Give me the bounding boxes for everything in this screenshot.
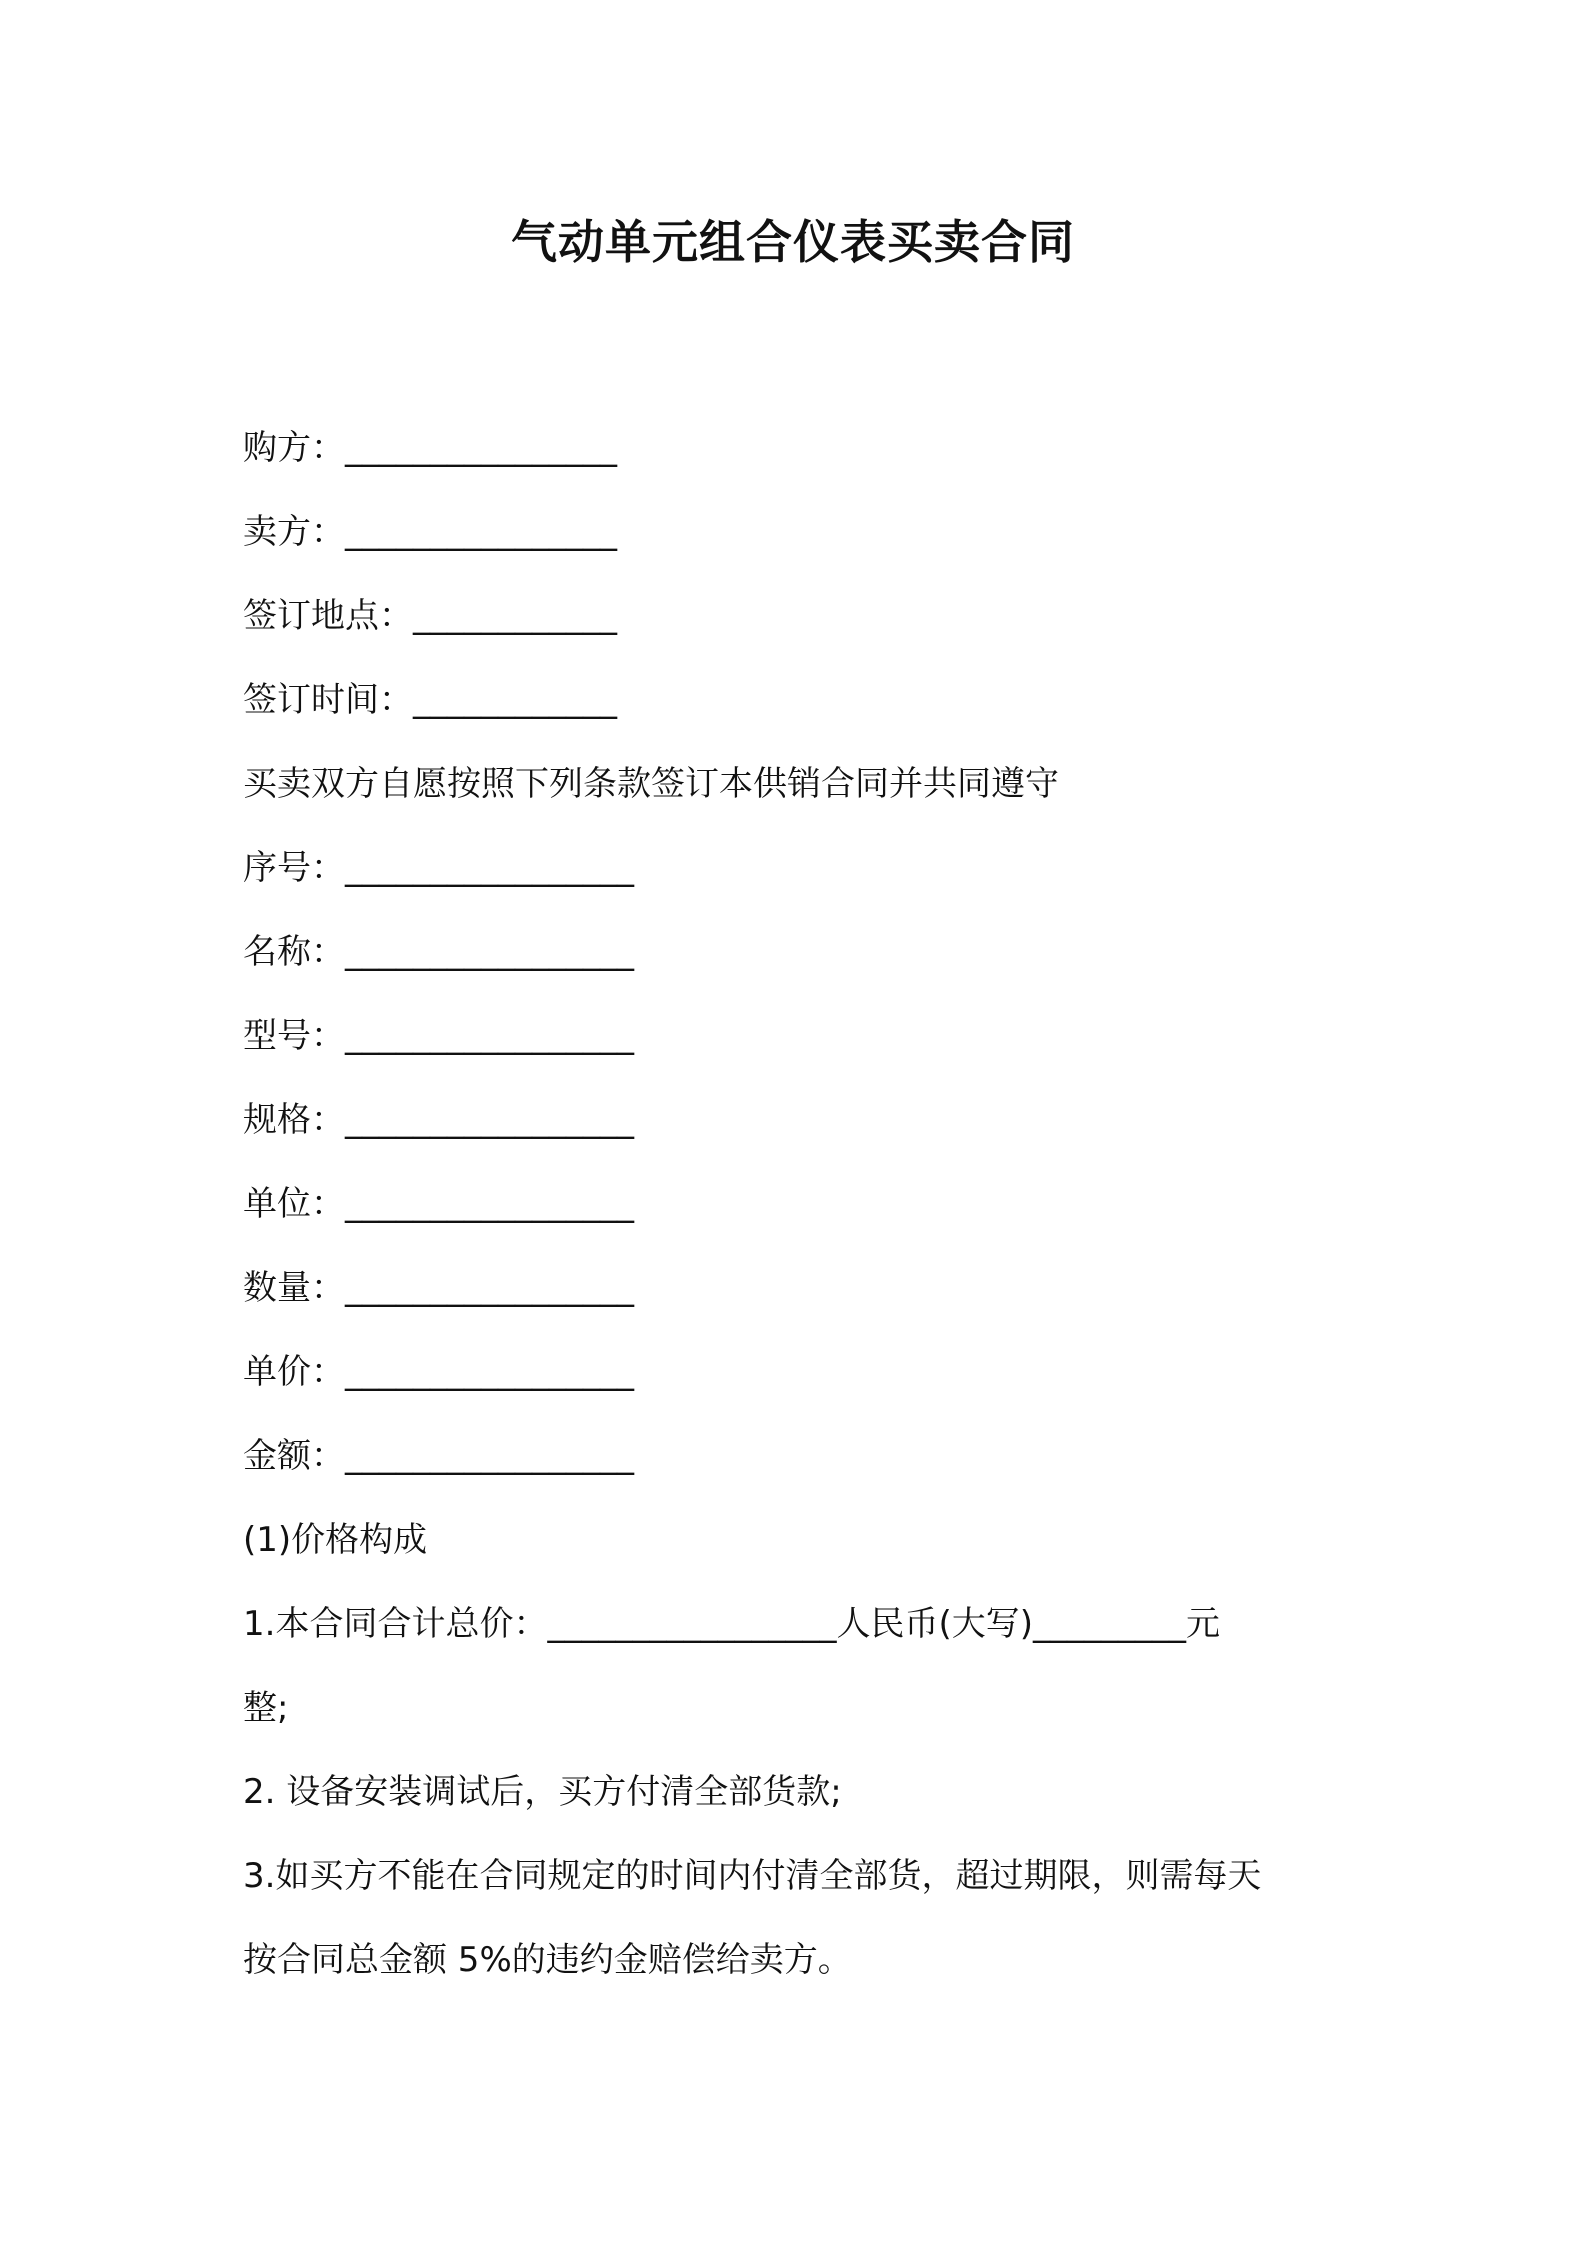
field-label: 购方： xyxy=(243,428,345,468)
field-blank: ________________ xyxy=(345,428,617,468)
page-title: 气动单元组合仪表买卖合同 xyxy=(511,215,1075,269)
field-quantity xyxy=(243,1246,1363,1330)
field-amount xyxy=(243,1414,1363,1498)
field-label: 名称： xyxy=(243,932,345,972)
field-blank: ____________ xyxy=(413,596,617,636)
intro-text: 买卖双方自愿按照下列条款签订本供销合同并共同遵守 xyxy=(243,764,1059,804)
field-blank: _________________ xyxy=(345,1352,634,1392)
field-signing-place xyxy=(243,574,1363,658)
clause-1-line-1: 1.本合同合计总价：_________________人民币(大写)_________元 xyxy=(243,1604,1220,1644)
field-signing-time xyxy=(243,658,1363,742)
section-heading-price: (1)价格构成 xyxy=(243,1520,428,1560)
field-label: 金额： xyxy=(243,1436,345,1476)
field-seller xyxy=(243,490,1363,574)
field-serial-number xyxy=(243,826,1363,910)
field-model xyxy=(243,994,1363,1078)
field-blank: ________________ xyxy=(345,512,617,552)
field-blank: _________________ xyxy=(345,1184,634,1224)
field-blank: _________________ xyxy=(345,1016,634,1056)
field-label: 单位： xyxy=(243,1184,345,1224)
field-name xyxy=(243,910,1363,994)
field-label: 签订地点： xyxy=(243,596,413,636)
field-blank: _________________ xyxy=(345,932,634,972)
field-label: 签订时间： xyxy=(243,680,413,720)
field-specification xyxy=(243,1078,1363,1162)
field-blank: _________________ xyxy=(345,1268,634,1308)
clause-2: 2. 设备安装调试后，买方付清全部货款; xyxy=(243,1772,842,1812)
field-blank: _________________ xyxy=(345,1100,634,1140)
clause-3-line-2: 按合同总金额 5%的违约金赔偿给卖方。 xyxy=(243,1940,852,1980)
field-label: 单价： xyxy=(243,1352,345,1392)
document-body xyxy=(243,406,1363,2002)
field-label: 卖方： xyxy=(243,512,345,552)
field-buyer xyxy=(243,406,1363,490)
field-label: 数量： xyxy=(243,1268,345,1308)
field-unit xyxy=(243,1162,1363,1246)
field-label: 型号： xyxy=(243,1016,345,1056)
field-blank: _________________ xyxy=(345,848,634,888)
field-label: 序号： xyxy=(243,848,345,888)
field-blank: _________________ xyxy=(345,1436,634,1476)
clause-3-line-1: 3.如买方不能在合同规定的时间内付清全部货，超过期限，则需每天 xyxy=(243,1856,1262,1896)
field-unit-price xyxy=(243,1330,1363,1414)
field-blank: ____________ xyxy=(413,680,617,720)
field-label: 规格： xyxy=(243,1100,345,1140)
clause-1-line-2: 整; xyxy=(243,1688,289,1728)
